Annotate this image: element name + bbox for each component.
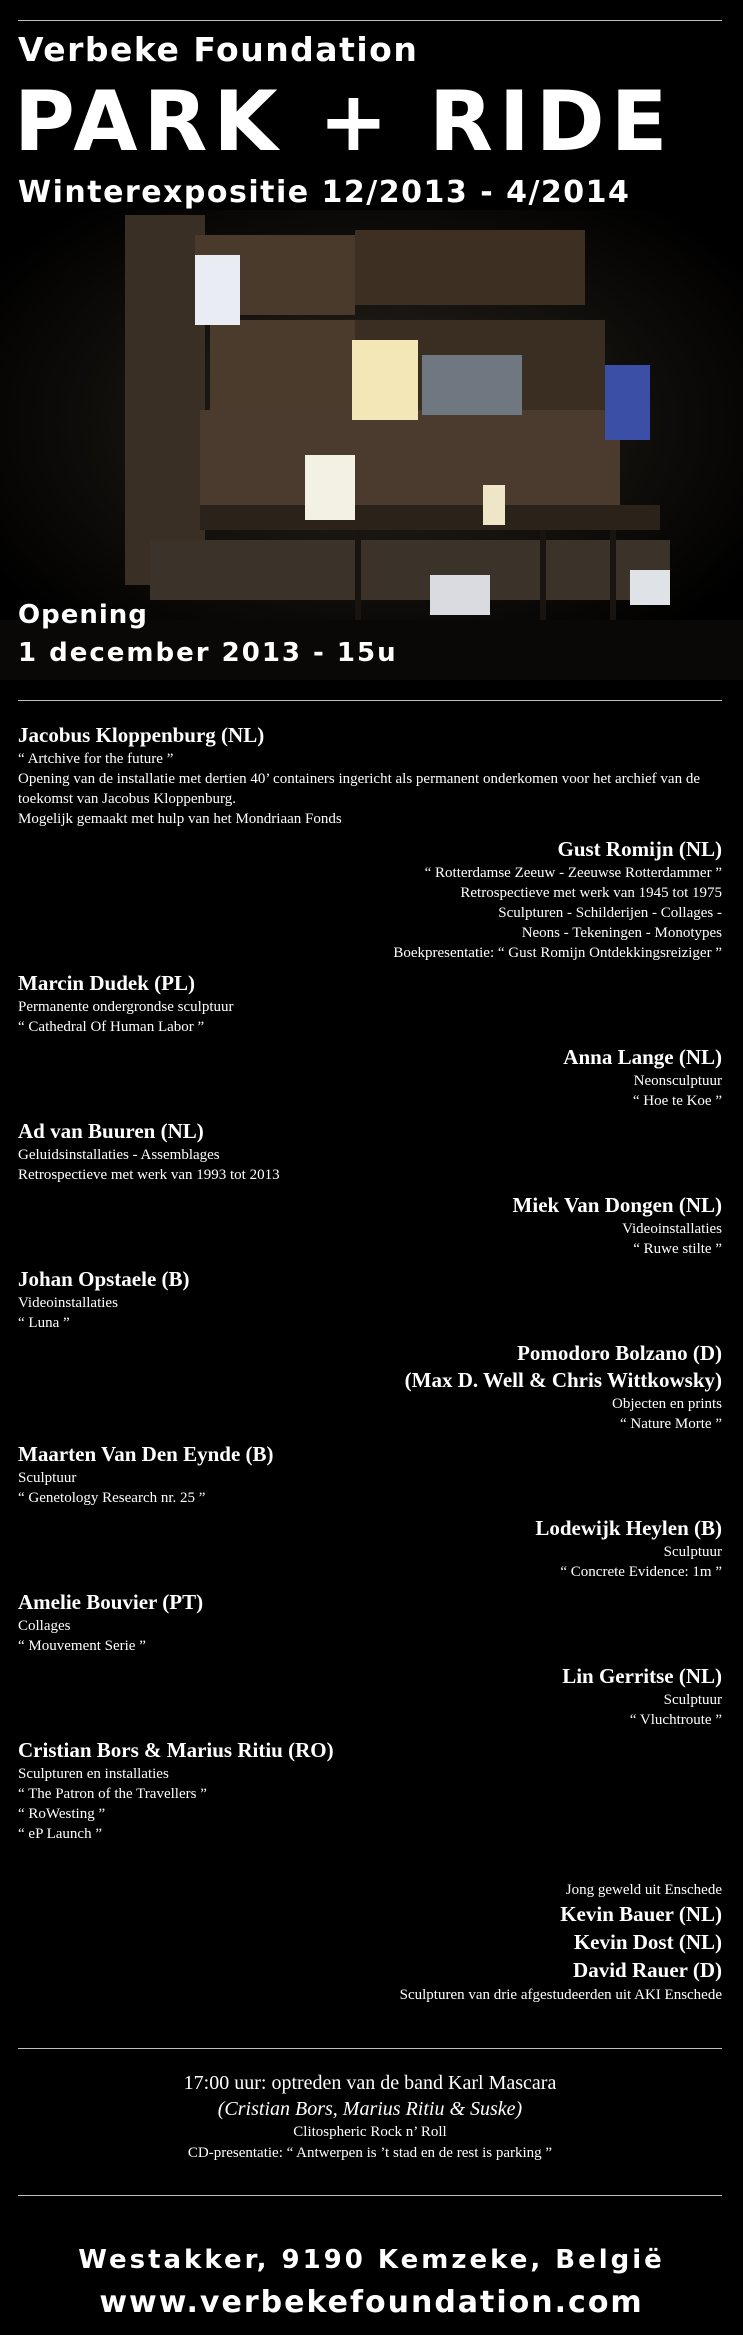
artist-detail: Retrospectieve met werk van 1993 tot 2013 [18, 1167, 280, 1183]
artist-entry [18, 1266, 722, 1333]
artist-detail: Sculptuur [663, 1544, 722, 1560]
artist-detail: Retrospectieve met werk van 1945 tot 1975 [460, 885, 722, 901]
opening-date: 1 december 2013 - 15u [18, 638, 398, 668]
artist-entry [18, 970, 722, 1037]
exhibition-title: PARK + RIDE [14, 73, 674, 170]
artist-detail: Neonsculptuur [633, 1073, 722, 1089]
enschede-artist: David Rauer (D) [573, 1958, 722, 1982]
artist-detail: “ Mouvement Serie ” [18, 1638, 146, 1654]
artist-name: Gust Romijn (NL) [557, 837, 722, 861]
artist-detail: “ Rotterdamse Zeeuw - Zeeuwse Rotterdammer ” [424, 865, 722, 881]
enschede-artist: Kevin Dost (NL) [573, 1930, 722, 1954]
artist-detail: “ Vluchtroute ” [629, 1712, 722, 1728]
performance-line: 17:00 uur: optreden van de band Karl Mascara [183, 2072, 557, 2094]
performance-block [18, 2070, 722, 2164]
artist-entry [18, 1663, 722, 1730]
enschede-note: Sculpturen van drie afgestudeerden uit AKI Enschede [399, 1987, 722, 2003]
artist-detail: “ Hoe te Koe ” [632, 1093, 722, 1109]
artist-detail: Objecten en prints [612, 1396, 722, 1412]
artist-name: Jacobus Kloppenburg (NL) [18, 723, 265, 747]
artist-name: Amelie Bouvier (PT) [18, 1590, 204, 1614]
artist-detail: Neons - Tekeningen - Monotypes [521, 925, 722, 941]
enschede-artist: Kevin Bauer (NL) [560, 1902, 722, 1926]
artist-detail: Sculpturen en installaties [18, 1766, 169, 1782]
opening-label: Opening [18, 600, 148, 630]
artist-name: Ad van Buuren (NL) [18, 1119, 204, 1143]
exhibition-subtitle: Winterexpositie 12/2013 - 4/2014 [18, 175, 631, 210]
performance-members: (Cristian Bors, Marius Ritiu & Suske) [217, 2098, 523, 2120]
artist-name: Johan Opstaele (B) [18, 1267, 190, 1291]
performance-top-rule [18, 2048, 722, 2049]
artist-entry [18, 1589, 722, 1656]
artist-detail: Opening van de installatie met dertien 40’ containers ingericht als permanent onderkomen voor het archief van de toekomst van Jacobus Kloppenburg. [18, 771, 700, 807]
header-rule [18, 700, 722, 701]
organization-name: Verbeke Foundation [18, 30, 419, 69]
artist-name: Lin Gerritse (NL) [562, 1664, 722, 1688]
artist-detail: Boekpresentatie: “ Gust Romijn Ontdekkingsreiziger ” [393, 945, 722, 961]
enschede-intro: Jong geweld uit Enschede [565, 1882, 722, 1898]
artist-detail: “ Artchive for the future ” [18, 751, 174, 767]
artist-detail: “ eP Launch ” [18, 1826, 102, 1842]
artist-entry [18, 722, 722, 829]
artist-detail: Videoinstallaties [622, 1221, 722, 1237]
artist-detail: Sculptuur [18, 1470, 77, 1486]
performance-genre: Clitospheric Rock n’ Roll [293, 2124, 447, 2140]
footer-rule [18, 2195, 722, 2196]
artist-detail: Videoinstallaties [18, 1295, 118, 1311]
website-link[interactable]: www.verbekefoundation.com [99, 2285, 644, 2320]
artist-detail: “ Genetology Research nr. 25 ” [18, 1490, 206, 1506]
artist-list [18, 722, 722, 1851]
artist-name: Marcin Dudek (PL) [18, 971, 195, 995]
artist-entry [18, 1192, 722, 1259]
address: Westakker, 9190 Kemzeke, België [78, 2245, 665, 2275]
artist-detail: Mogelijk gemaakt met hulp van het Mondriaan Fonds [18, 811, 342, 827]
artist-name: Miek Van Dongen (NL) [512, 1193, 722, 1217]
performance-cd: CD-presentatie: “ Antwerpen is ’t stad en de rest is parking ” [187, 2145, 553, 2161]
artist-detail: “ Luna ” [18, 1315, 70, 1331]
artist-name-secondary: (Max D. Well & Chris Wittkowsky) [404, 1368, 722, 1392]
artist-detail: Geluidsinstallaties - Assemblages [18, 1147, 220, 1163]
artist-entry [18, 1044, 722, 1111]
artist-detail: Collages [18, 1618, 71, 1634]
artist-entry [18, 836, 722, 963]
artist-entry [18, 1441, 722, 1508]
artist-detail: “ Nature Morte ” [619, 1416, 722, 1432]
artist-name: Pomodoro Bolzano (D) [517, 1341, 722, 1365]
artist-entry [18, 1118, 722, 1185]
artist-detail: “ Concrete Evidence: 1m ” [560, 1564, 722, 1580]
artist-name: Cristian Bors & Marius Ritiu (RO) [18, 1738, 334, 1762]
artist-detail: “ Cathedral Of Human Labor ” [18, 1019, 205, 1035]
artist-name: Lodewijk Heylen (B) [535, 1516, 722, 1540]
artist-entry [18, 1737, 722, 1844]
artist-detail: “ Ruwe stilte ” [633, 1241, 722, 1257]
artist-entry [18, 1515, 722, 1582]
enschede-block [18, 1880, 722, 2006]
artist-detail: “ The Patron of the Travellers ” [18, 1786, 207, 1802]
artist-detail: Sculpturen - Schilderijen - Collages - [498, 905, 722, 921]
artist-detail: “ RoWesting ” [18, 1806, 106, 1822]
artist-detail: Sculptuur [663, 1692, 722, 1708]
top-rule [18, 20, 722, 21]
artist-entry [18, 1340, 722, 1434]
artist-detail: Permanente ondergrondse sculptuur [18, 999, 234, 1015]
artist-name: Maarten Van Den Eynde (B) [18, 1442, 274, 1466]
artist-name: Anna Lange (NL) [563, 1045, 722, 1069]
